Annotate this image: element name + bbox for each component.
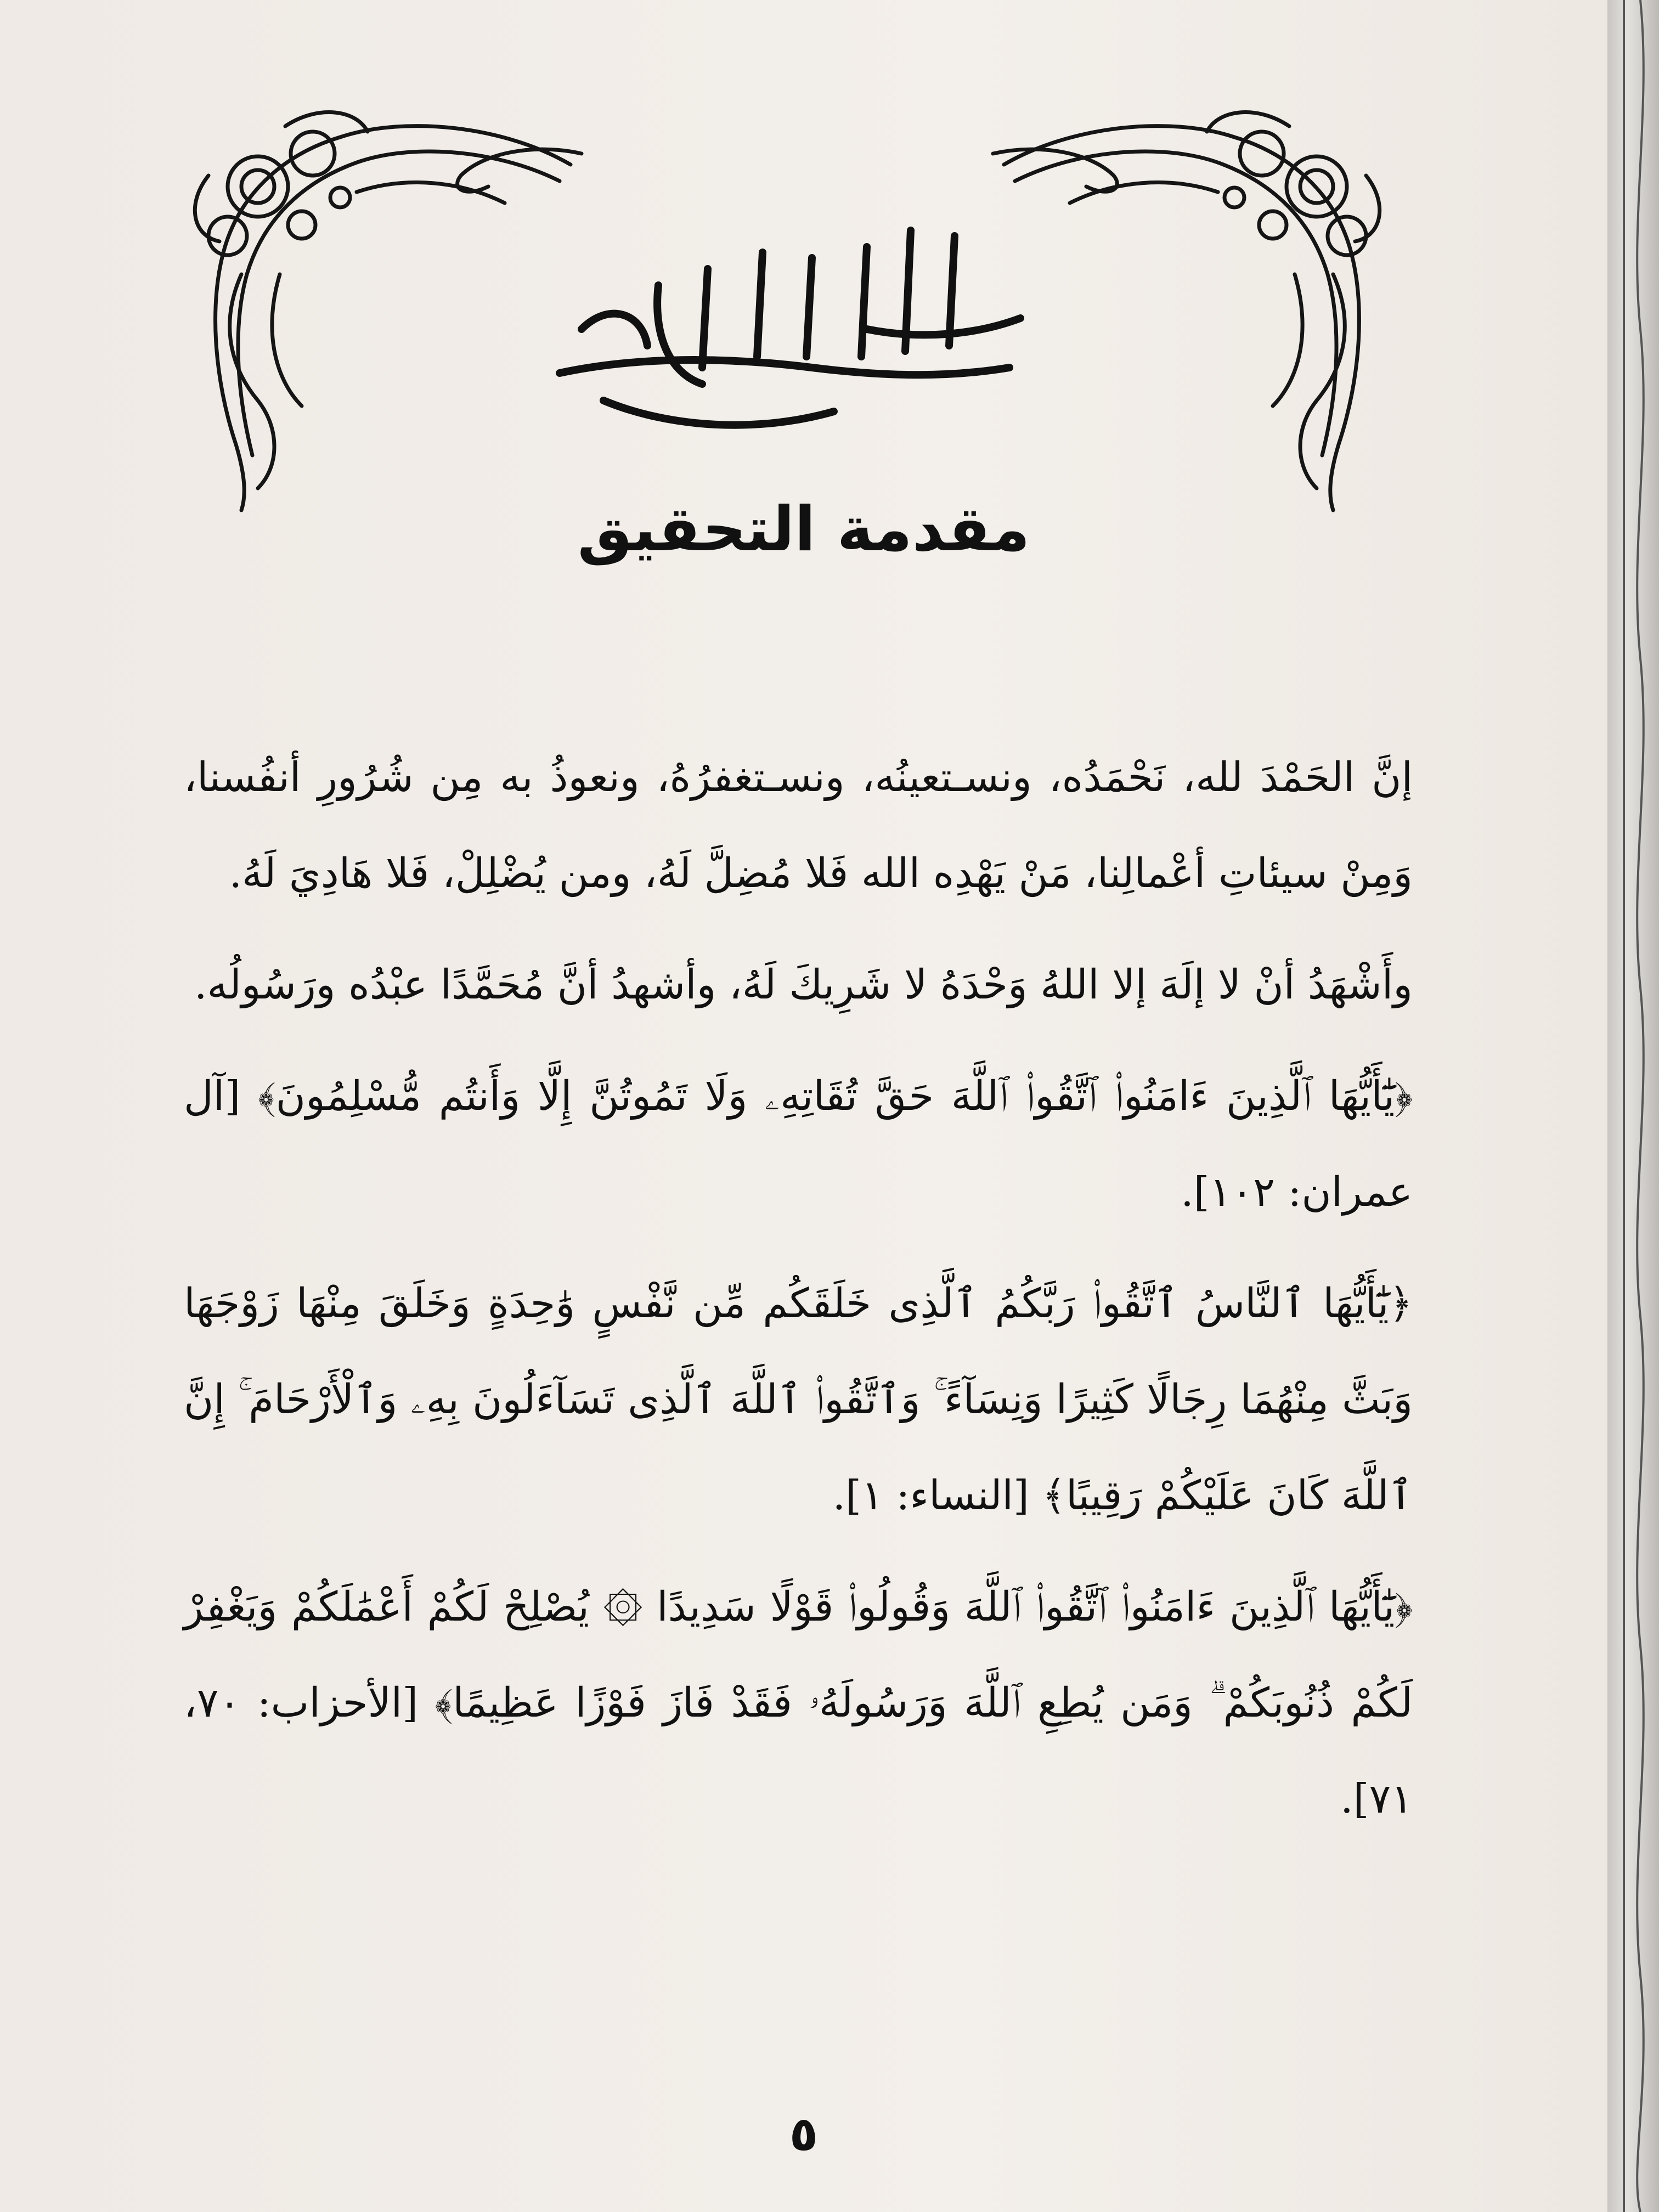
page-title: مقدمة التحقيق: [577, 494, 1030, 565]
header-ornament: [176, 93, 1399, 527]
adjacent-page-border-icon: [1607, 0, 1659, 2212]
verse-an-nisa: ﴿يَٰٓأَيُّهَا ٱلنَّاسُ ٱتَّقُوا۟ رَبَّكُمُ ٱلَّذِى خَلَقَكُم مِّن نَّفْسٍ وَٰحِدَةٍ وَخَلَقَ مِنْهَا زَوْجَهَا وَبَثَّ مِنْهُمَا رِجَالًا كَثِيرًا وَنِسَآءً ۚ وَٱتَّقُوا۟ ٱللَّهَ ٱلَّذِى تَسَآءَلُونَ بِهِۦ وَٱلْأَرْحَامَ ۚ إِنَّ ٱللَّهَ كَانَ عَلَيْكُمْ رَقِيبًا﴾ [النساء: ١].: [184, 1280, 1413, 1519]
paragraph-shahada: وأَشْهَدُ أنْ لا إلَهَ إلا اللهُ وَحْدَهُ لا شَرِيكَ لَهُ، وأشهدُ أنَّ مُحَمَّدًا عبْدُه ورَسُولُه.: [194, 961, 1413, 1008]
page-number: ٥: [789, 2107, 819, 2162]
verse-al-imran: ﴿يَٰٓأَيُّهَا ٱلَّذِينَ ءَامَنُوا۟ ٱتَّقُوا۟ ٱللَّهَ حَقَّ تُقَاتِهِۦ وَلَا تَمُوتُنَّ إِلَّا وَأَنتُم مُّسْلِمُونَ﴾ [آل عمران: ١٠٢].: [184, 1073, 1413, 1216]
basmala-calligraphy-icon: [527, 192, 1048, 450]
verse-al-ahzab: ﴿يَٰٓأَيُّهَا ٱلَّذِينَ ءَامَنُوا۟ ٱتَّقُوا۟ ٱللَّهَ وَقُولُوا۟ قَوْلًا سَدِيدًا ۞ يُصْلِحْ لَكُمْ أَعْمَٰلَكُمْ وَيَغْفِرْ لَكُمْ ذُنُوبَكُمْ ۗ وَمَن يُطِعِ ٱللَّهَ وَرَسُولَهُۥ فَقَدْ فَازَ فَوْزًا عَظِيمًا﴾ [الأحزاب: ٧٠، ٧١].: [184, 1583, 1413, 1822]
paragraph-praise: إنَّ الحَمْدَ لله، نَحْمَدُه، ونسـتعينُه، ونسـتغفرُهُ، ونعوذُ به مِن شُرُورِ أنفُسنا، وَمِنْ سيئاتِ أعْمالِنا، مَنْ يَهْدِه الله فَلا مُضِلَّ لَهُ، ومن يُضْلِلْ، فَلا هَادِيَ لَهُ.: [184, 754, 1413, 897]
body-text: [184, 730, 1413, 1863]
